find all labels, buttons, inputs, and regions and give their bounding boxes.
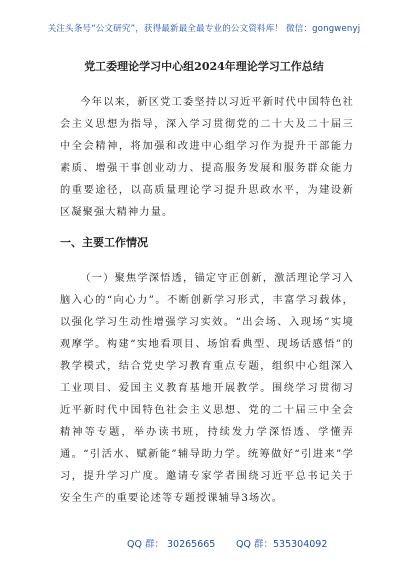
qq-group-2: QQ 群：535304092 [236, 539, 328, 550]
qq-group-1: QQ 群： 30265665 [127, 539, 216, 550]
intro-paragraph: 今年以来，新区党工委坚持以习近平新时代中国特色社会主义思想为指导，深入学习贯彻党的二十大及二十届三中全会精神，将加强和改进中心组学习作为提升干部能力素质、增强干事创业动力、提高服务发展和服务群众能力的重要途径，以高质量理论学习提升思政水平，为建设新区凝聚强大精神力量。 [60, 97, 354, 218]
footer [0, 536, 408, 550]
section-heading: 一、主要工作情况 [60, 236, 148, 249]
section-paragraph: （一）聚焦学深悟透，锚定守正创新，激活理论学习入脑入心的“向心力”。不断创新学习形式，丰富学习载体，以强化学习生动性增强学习实效。“出会场、入现场”实境观摩学。构建“实地看项目、场馆看典型、现场话感悟”的教学模式，结合党史学习教育重点专题，组织中心组深入工业项目、爱国主义教育基地开展教学。围绕学习贯彻习近平新时代中国特色社会主义思想、党的二十届三中全会精神等专题，举办读书班，持续发力学深悟透、学懂弄通。“引活水、赋新能”辅导助力学。统筹做好“引进来”学习，提升学习广度。邀请专家学者围绕习近平总书记关于安全生产的重要论述等专题授课辅导3场次。 [60, 273, 354, 504]
promo-banner: 关注头条号“公文研究”，获得最新最全最专业的公文资料库！ 微信：gongwenyj [47, 24, 361, 34]
document-title: 党工委理论学习中心组2024年理论学习工作总结 [84, 60, 324, 73]
